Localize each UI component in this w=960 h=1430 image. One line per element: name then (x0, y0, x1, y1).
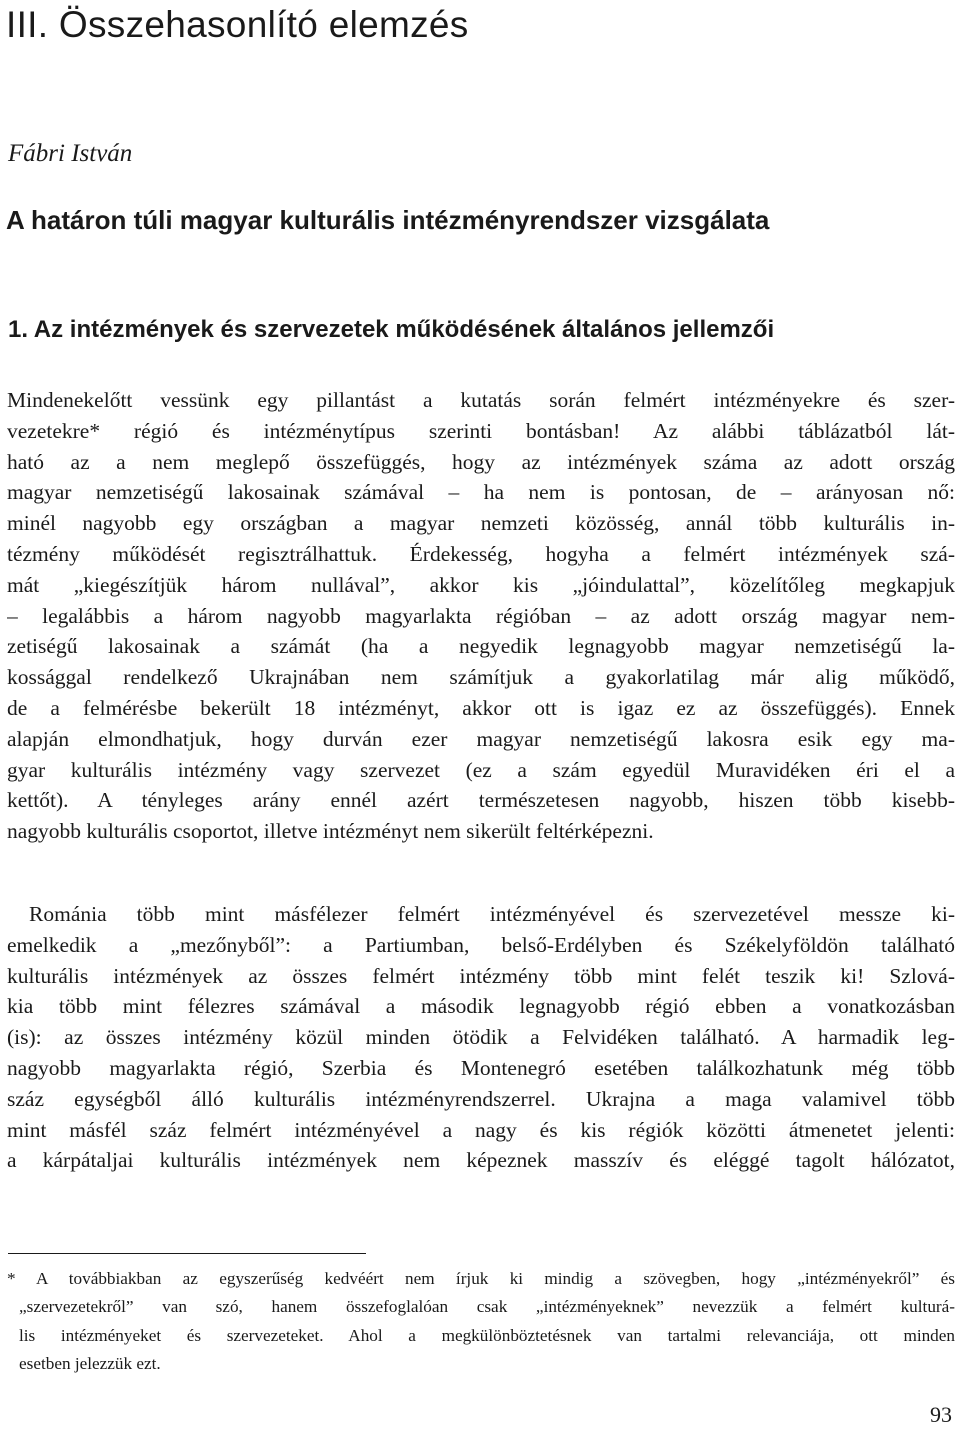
text-line: de a felmérésbe bekerült 18 intézményt, akkor ott is igaz ez az összefüggés). Ennek (7, 695, 955, 720)
text-line: – legalábbis a három nagyobb magyarlakta régióban – az adott ország magyar nem- (7, 603, 955, 628)
text-line: mint másfél száz felmért intézményével a nagy és kis régiók közötti átmenetet jelenti: (7, 1117, 955, 1142)
text-line: a kárpátaljai kulturális intézmények nem képeznek masszív és eléggé tagolt hálózatot, (7, 1148, 955, 1173)
text-line: gyar kulturális intézmény vagy szervezet (ez a szám egyedül Muravidéken éri el a (7, 757, 955, 782)
text-line: nagyobb kulturális csoportot, illetve intézményt nem sikerült feltérképezni. (7, 819, 654, 844)
section-title: 1. Az intézmények és szervezetek működésének általános jellemzői (8, 316, 775, 343)
text-line: Mindenekelőtt vessünk egy pillantást a kutatás során felmért intézményekre és szer- (7, 388, 955, 412)
text-line: minél nagyobb egy országban a magyar nemzeti közösség, annál több kulturális in- (7, 511, 955, 536)
footnote-line: * A továbbiakban az egyszerűség kedvéért nem írjuk ki mindig a szövegben, hogy „intézményekről” és (7, 1269, 955, 1288)
text-line: emelkedik a „mezőnyből”: a Partiumban, belső-Erdélyben és Székelyföldön található (7, 932, 955, 957)
text-line: nagyobb magyarlakta régió, Szerbia és Montenegró esetében találkozhatunk még több (7, 1055, 955, 1080)
text-line: ható az a nem meglepő összefüggés, hogy az intézmények száma az adott ország (7, 449, 955, 474)
text-line: kulturális intézmények az összes felmért intézmény több mint felét teszik ki! Szlová- (7, 963, 955, 988)
text-line: kossággal rendelkező Ukrajnában nem számítjuk a gyakorlatilag már alig működő, (7, 665, 955, 690)
chapter-title: III. Összehasonlító elemzés (6, 4, 469, 45)
footnote-line: esetben jelezzük ezt. (19, 1354, 161, 1374)
page-number: 93 (930, 1402, 952, 1427)
text-line: tézmény működését regisztrálhattuk. Érdekesség, hogyha a felmért intézmények szá- (7, 541, 955, 566)
text-line: alapján elmondhatjuk, hogy durván ezer magyar nemzetiségű lakosra esik egy ma- (7, 726, 955, 751)
footnote (7, 1265, 955, 1379)
footnote-line: lis intézményeket és szervezeteket. Ahol a megkülönböztetésnek van tartalmi relevanciája, ott minden (19, 1325, 955, 1345)
text-line: vezetekre* régió és intézménytípus szerinti bontásban! Az alábbi táblázatból lát- (7, 418, 955, 443)
body-paragraph-2 (7, 899, 955, 1176)
text-line: mát „kiegészítjük három nullával”, akkor kis „jóindulattal”, közelítőleg megkapjuk (7, 572, 955, 597)
text-line: Románia több mint másfélezer felmért intézményével és szervezetével messze ki- (29, 902, 955, 926)
footnote-divider (8, 1253, 366, 1254)
text-line: kettőt). A tényleges arány ennél azért természetesen nagyobb, hiszen több kisebb- (7, 788, 955, 813)
body-paragraph-1 (7, 385, 955, 847)
text-line: száz egységből álló kulturális intézményrendszerrel. Ukrajna a maga valamivel több (7, 1086, 955, 1111)
text-line: kia több mint félezres számával a második legnagyobb régió ebben a vonatkozásban (7, 994, 955, 1019)
author-name: Fábri István (8, 140, 133, 167)
article-title: A határon túli magyar kulturális intézményrendszer vizsgálata (6, 205, 770, 235)
footnote-line: „szervezetekről” van szó, hanem összefoglalóan csak „intézményeknek” nevezzük a felmért kulturá- (19, 1297, 955, 1317)
text-line: (is): az összes intézmény közül minden ötödik a Felvidéken található. A harmadik leg- (7, 1025, 955, 1050)
text-line: zetiségű lakosainak a számát (ha a negyedik legnagyobb magyar nemzetiségű la- (7, 634, 955, 659)
text-line: magyar nemzetiségű lakosainak számával – ha nem is pontosan, de – arányosan nő: (7, 480, 955, 505)
